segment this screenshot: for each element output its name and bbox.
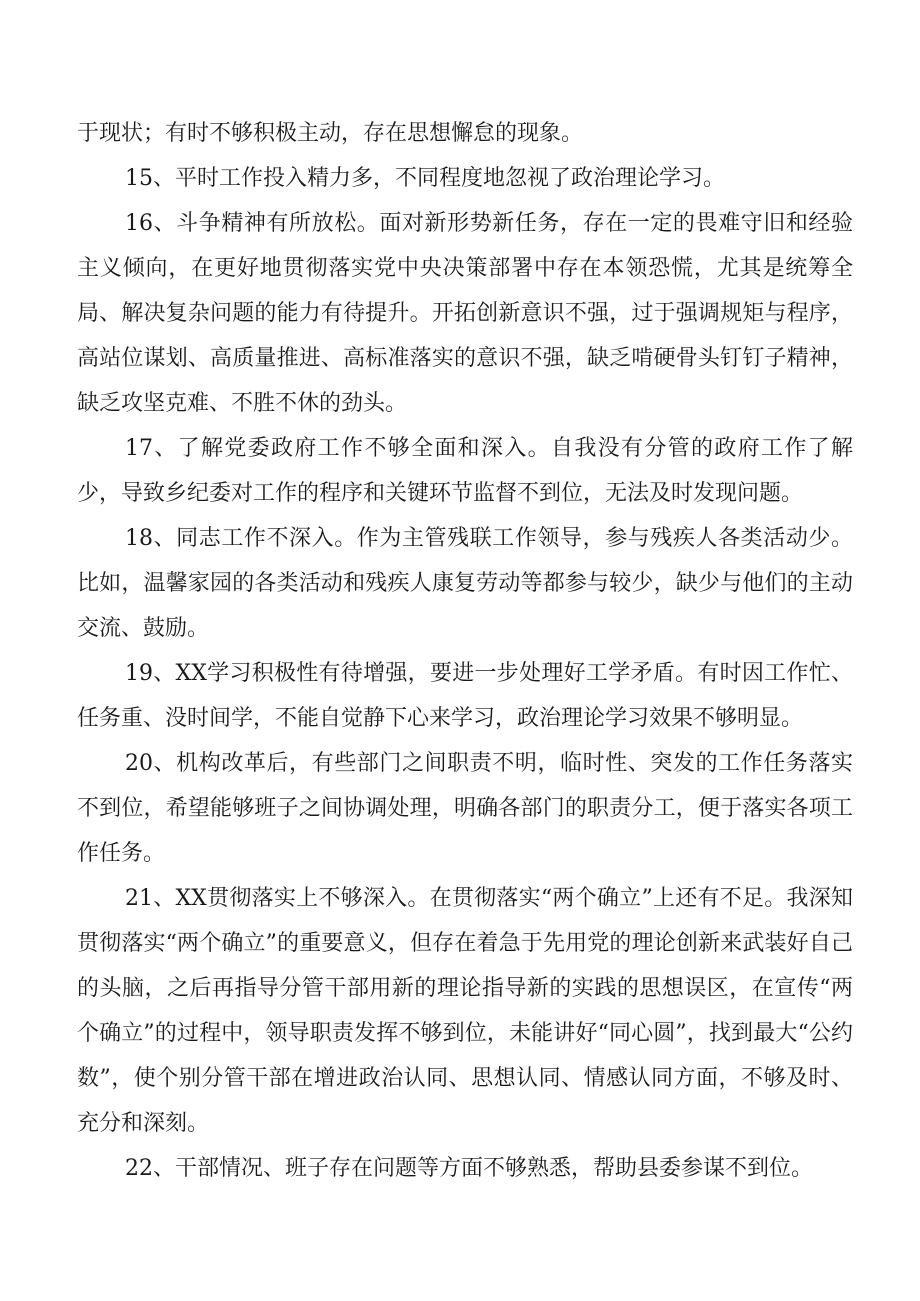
- paragraph-item-17: 17、了解党委政府工作不够全面和深入。自我没有分管的政府工作了解少，导致乡纪委对工作的程序和关键环节监督不到位，无法及时发现问题。: [77, 436, 853, 506]
- paragraph-continuation: 于现状；有时不够积极主动，存在思想懈怠的现象。: [77, 121, 584, 146]
- document-body: [77, 111, 853, 1191]
- paragraph-item-19: 19、XX学习积极性有待增强，要进一步处理好工学矛盾。有时因工作忙、任务重、没时间学，不能自觉静下心来学习，政治理论学习效果不够明显。: [77, 661, 853, 731]
- paragraph-item-22: 22、干部情况、班子存在问题等方面不够熟悉，帮助县委参谋不到位。: [125, 1156, 813, 1181]
- paragraph-item-21: 21、XX贯彻落实上不够深入。在贯彻落实“两个确立”上还有不足。我深知贯彻落实“两个确立”的重要意义，但存在着急于先用党的理论创新来武装好自己的头脑，之后再指导分管干部用新的理论指导新的实践的思想误区，在宣传“两个确立”的过程中，领导职责发挥不够到位，未能讲好“同心圆”，找到最大“公约数”，使个别分管干部在增进政治认同、思想认同、情感认同方面，不够及时、充分和深刻。: [77, 886, 853, 1136]
- paragraph-item-16: 16、斗争精神有所放松。面对新形势新任务，存在一定的畏难守旧和经验主义倾向，在更好地贯彻落实党中央决策部署中存在本领恐慌，尤其是统筹全局、解决复杂问题的能力有待提升。开拓创新意识不强，过于强调规矩与程序，高站位谋划、高质量推进、高标准落实的意识不强，缺乏啃硬骨头钉钉子精神，缺乏攻坚克难、不胜不休的劲头。: [77, 211, 853, 416]
- paragraph-item-18: 18、同志工作不深入。作为主管残联工作领导，参与残疾人各类活动少。比如，温馨家园的各类活动和残疾人康复劳动等都参与较少，缺少与他们的主动交流、鼓励。: [77, 526, 853, 641]
- paragraph-item-20: 20、机构改革后，有些部门之间职责不明，临时性、突发的工作任务落实不到位，希望能够班子之间协调处理，明确各部门的职责分工，便于落实各项工作任务。: [77, 751, 853, 866]
- paragraph-item-15: 15、平时工作投入精力多，不同程度地忽视了政治理论学习。: [125, 166, 725, 191]
